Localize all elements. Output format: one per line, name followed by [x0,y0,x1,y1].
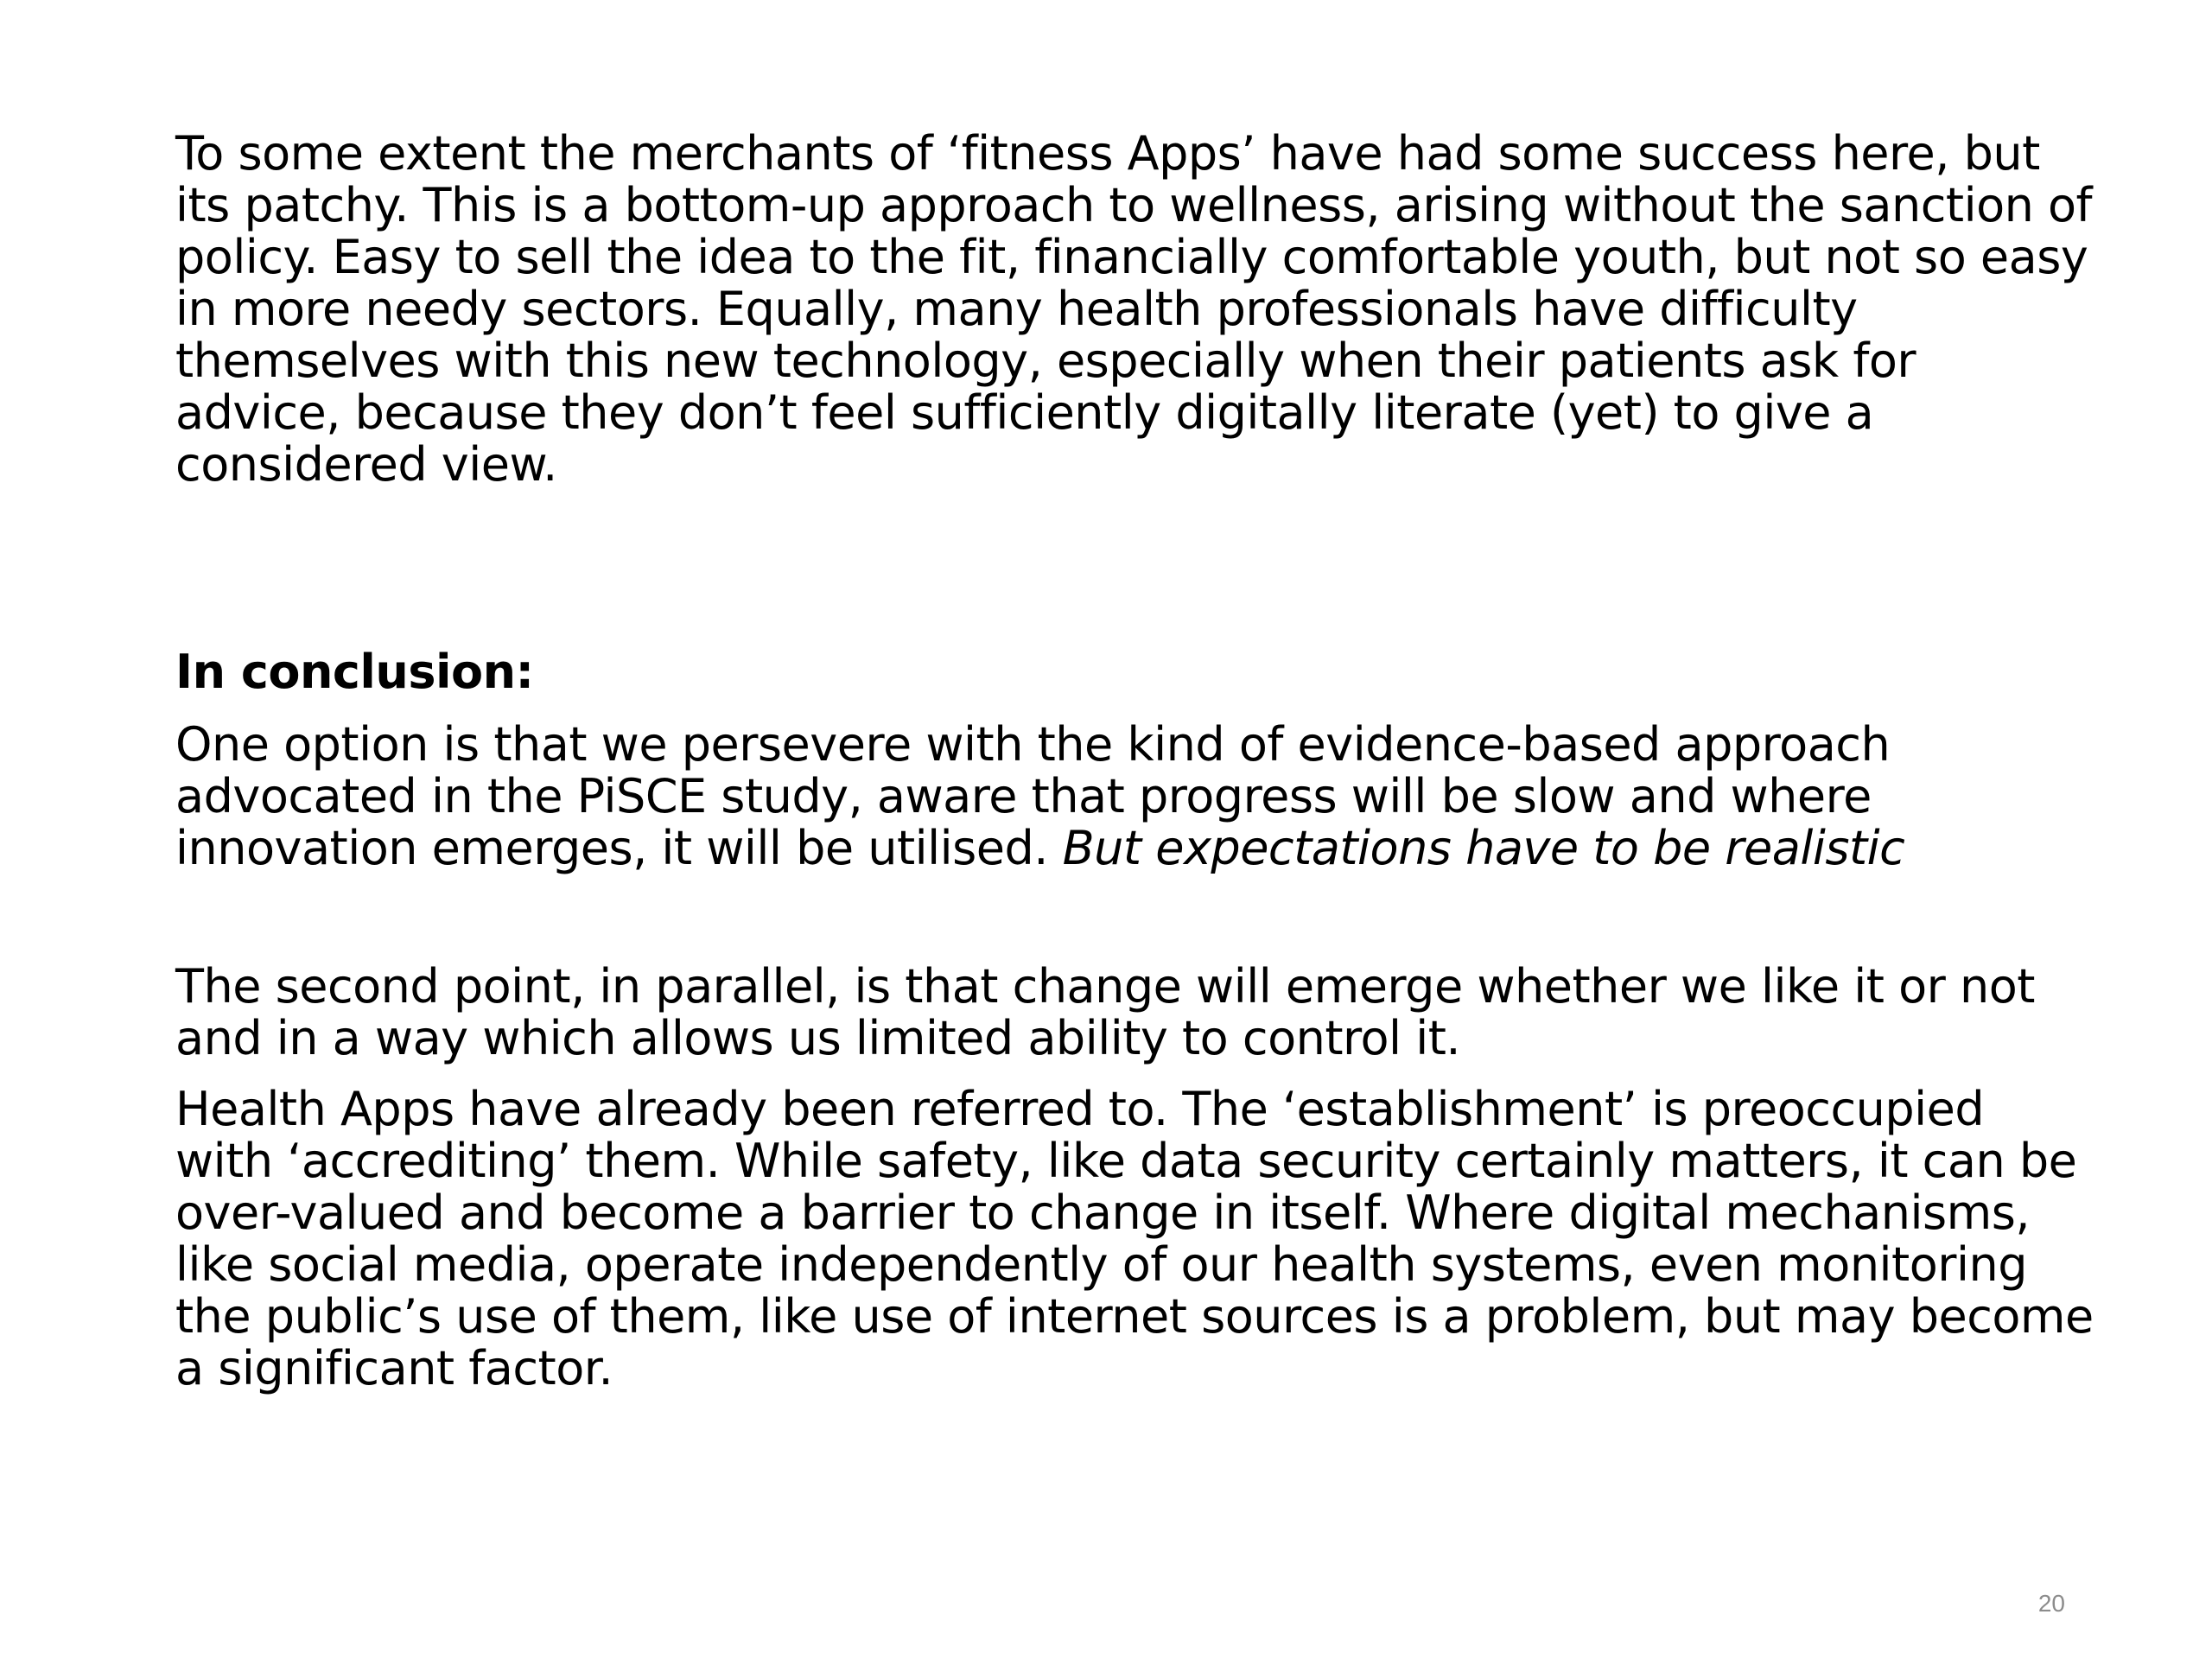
conclusion-heading: In conclusion: [175,645,534,699]
paragraph-health-apps: Health Apps have already been referred to. The ‘establishment’ is preoccupied with ‘accrediting’ them. While safety, like data security certainly matters, it can be over-valued and become a barrier to change in itself. Where digital mechanisms, like social media, operate independently of our health systems, even monitoring the public’s use of them, like use of internet sources is a problem, but may become a significant factor. [175,1082,2094,1395]
paragraph-evidence-based-text: One option is that we persevere with the kind of evidence-based approach advocated in the PiSCE study, aware that progress will be slow and where innovation emerges, it will be utilised. [175,717,1891,875]
spacer [175,698,2094,719]
paragraph-evidence-based [175,719,2094,874]
paragraph-fitness-apps: To some extent the merchants of ‘fitness Apps’ have had some success here, but its patchy. This is a bottom-up approach to wellness, arising without the sanction of policy. Easy to sell the idea to the fit, financially comfortable youth, but not so easy in more needy sectors. Equally, many health professionals have difficulty themselves with this new technology, especially when their patients ask for advice, because they don’t feel sufficiently digitally literate (yet) to give a considered view. [175,126,2093,492]
slide-body [175,128,2094,1395]
paragraph-second-point: The second point, in parallel, is that change will emerge whether we like it or not and in a way which allows us limited ability to control it. [175,959,2035,1065]
spacer [175,874,2094,961]
spacer [175,1065,2094,1084]
page-number: 20 [2037,1590,2065,1617]
realistic-expectations-italic: But expectations have to be realistic [1062,821,1905,875]
spacer [175,491,2094,646]
